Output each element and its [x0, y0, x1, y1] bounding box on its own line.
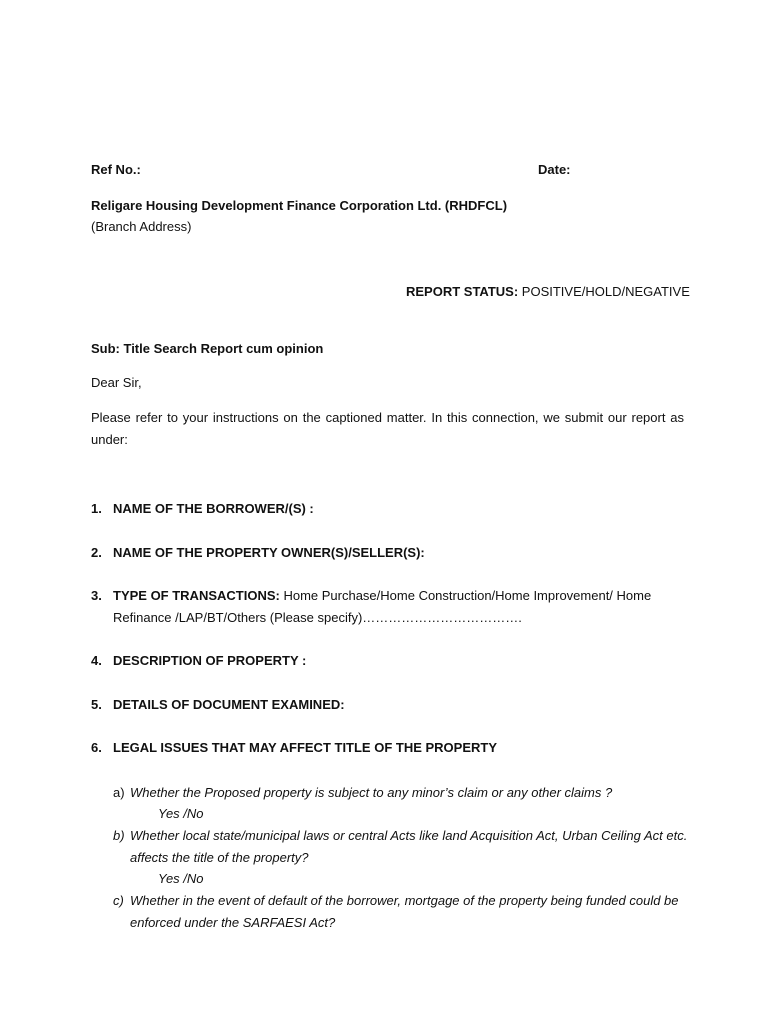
yes-no-answer: Yes /No: [158, 871, 204, 886]
report-status: [406, 281, 690, 303]
yes-no-answer: Yes /No: [158, 806, 204, 821]
item-label: LEGAL ISSUES THAT MAY AFFECT TITLE OF THE PROPERTY: [113, 740, 498, 755]
question-label: b): [113, 828, 125, 843]
minor-claim-question: Whether the Proposed property is subject to any minor’s claim or any other claims ?: [130, 785, 613, 800]
item-number: 6.: [91, 740, 102, 755]
property-description-item: [113, 650, 693, 672]
item-label: DETAILS OF DOCUMENT EXAMINED:: [113, 697, 345, 712]
salutation: Dear Sir,: [91, 375, 142, 390]
item-number: 3.: [91, 588, 102, 603]
question-label: a): [113, 785, 125, 800]
branch-address: (Branch Address): [91, 219, 192, 234]
report-status-value: POSITIVE/HOLD/NEGATIVE: [518, 284, 690, 299]
legal-issues-item: [113, 737, 693, 759]
date-label: Date:: [538, 162, 571, 177]
item-number: 1.: [91, 501, 102, 516]
item-label: NAME OF THE BORROWER/(S) :: [113, 501, 314, 516]
documents-examined-item: [113, 694, 693, 716]
report-status-label: REPORT STATUS:: [406, 284, 519, 299]
local-laws-question: Whether local state/municipal laws or central Acts like land Acquisition Act, Urban Ceiling Act etc. affects the title of the property?: [130, 828, 688, 865]
property-owner-item: [113, 542, 693, 564]
question-label: c): [113, 893, 124, 908]
item-number: 2.: [91, 545, 102, 560]
transaction-type-item: [113, 585, 693, 629]
item-label: NAME OF THE PROPERTY OWNER(S)/SELLER(S):: [113, 545, 425, 560]
item-number: 4.: [91, 653, 102, 668]
subject-line: Sub: Title Search Report cum opinion: [91, 341, 324, 356]
item-number: 5.: [91, 697, 102, 712]
item-label: TYPE OF TRANSACTIONS:: [113, 588, 280, 603]
item-text: Home Purchase/Home Construction/Home Improvement/ Home Refinance /LAP/BT/Others (Please specify)……………………………….: [113, 588, 652, 625]
company-name: Religare Housing Development Finance Corporation Ltd. (RHDFCL): [91, 198, 508, 213]
item-label: DESCRIPTION OF PROPERTY :: [113, 653, 307, 668]
intro-paragraph: Please refer to your instructions on the captioned matter. In this connection, we submit our report as under:: [91, 410, 684, 447]
ref-no-label: Ref No.:: [91, 162, 141, 177]
borrower-name-item: [113, 498, 693, 520]
sarfaesi-question: Whether in the event of default of the borrower, mortgage of the property being funded could be enforced under the SARFAESI Act?: [130, 893, 679, 930]
